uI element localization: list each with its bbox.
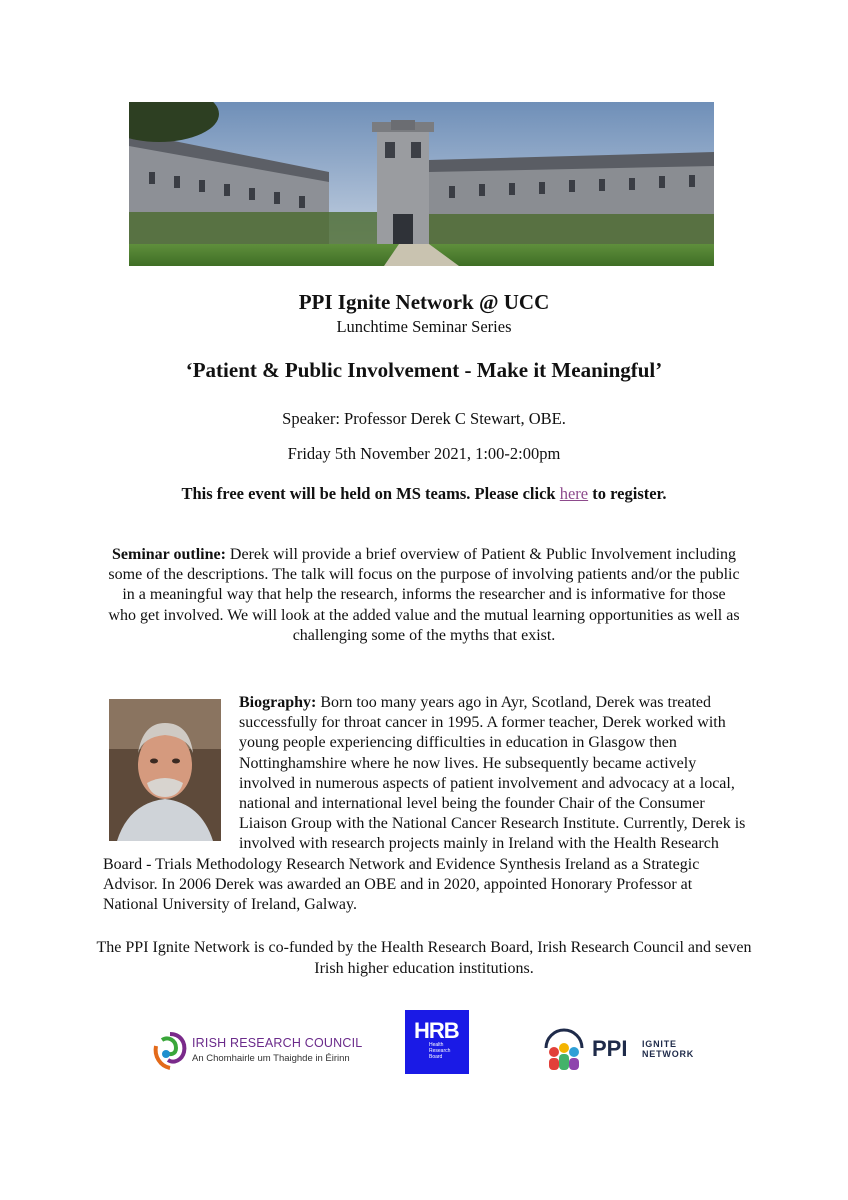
- biography-text: Born too many years ago in Ayr, Scotland, Derek was treated successfully for throat cancer in 1995. A former teacher, Derek worked with young people experiencing difficulties in education in Glasgow then Nottinghamshire where he now lives. He subsequently became actively involved in numerous aspects of patient involvement and advocacy at a local, national and international level being the founder Chair of the Consumer Liaison Group with the National Cancer Research Institute. Currently, Derek is involved with research projects mainly in Ireland with the Health Research Board - Trials Methodology Research Network and Evidence Synthesis Ireland as a Strategic Advisor. In 2006 Derek was awarded an OBE and in 2020, appointed Honorary Professor at National University of Ireland, Galway.: [103, 694, 746, 914]
- speaker-line: Speaker: Professor Derek C Stewart, OBE.: [282, 409, 566, 428]
- outline-label: Seminar outline:: [111, 546, 226, 563]
- seminar-outline: [108, 545, 740, 646]
- ppi-people-icon: [540, 1026, 588, 1074]
- speaker-photo: [109, 699, 221, 841]
- network-title: PPI Ignite Network @ UCC: [298, 290, 550, 314]
- register-line: [0, 484, 848, 504]
- series-subtitle: Lunchtime Seminar Series: [336, 317, 512, 336]
- irc-emblem-icon: [150, 1030, 190, 1074]
- register-suffix: to register.: [592, 484, 667, 503]
- irc-irish-name: An Chomhairle um Thaighde in Éirinn: [192, 1053, 350, 1064]
- hrb-letters: HRB: [414, 1018, 459, 1043]
- register-link[interactable]: here: [559, 484, 589, 503]
- date-time-line: Friday 5th November 2021, 1:00-2:00pm: [287, 444, 561, 463]
- ppi-wordmark: PPI: [592, 1036, 628, 1061]
- hrb-subtitle: Health Research Board: [429, 1042, 451, 1060]
- register-prefix: This free event will be held on MS teams. Please click: [181, 484, 556, 503]
- ppi-subtitle-line-1: IGNITE: [642, 1039, 677, 1049]
- irish-research-council-logo: [150, 1030, 363, 1074]
- talk-title: ‘Patient & Public Involvement - Make it Meaningful’: [185, 358, 663, 382]
- outline-text: Derek will provide a brief overview of Patient & Public Involvement including some of the descriptions. The talk will focus on the purpose of involving patients and/or the public in a meaningful way that help the research, informs the researcher and is informative for those who get involved. We will look at the added value and the mutual learning opportunities as well as challenging some of the myths that exist.: [108, 546, 740, 644]
- funding-statement: The PPI Ignite Network is co-funded by the Health Research Board, Irish Research Council and seven Irish higher education institutions.: [96, 939, 752, 977]
- ppi-subtitle-line-2: NETWORK: [642, 1049, 695, 1059]
- health-research-board-logo: [405, 1010, 469, 1074]
- irc-name: IRISH RESEARCH COUNCIL: [192, 1036, 363, 1050]
- biography-section: [103, 693, 747, 915]
- biography-label: Biography:: [239, 694, 317, 711]
- campus-banner-image: [129, 102, 714, 266]
- ppi-subtitle: [642, 1039, 694, 1059]
- ppi-ignite-network-logo: [540, 1026, 710, 1076]
